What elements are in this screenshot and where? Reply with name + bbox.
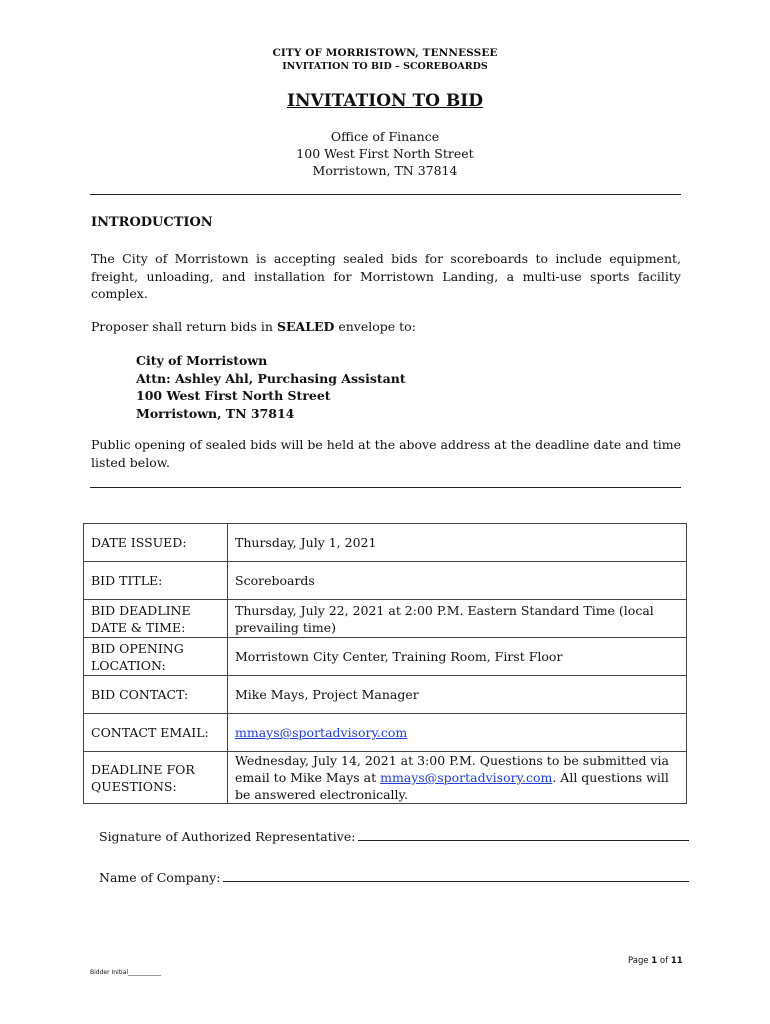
table-row-questions [84, 752, 687, 804]
office-address [0, 128, 770, 179]
location-value: Morristown City Center, Training Room, First Floor [228, 638, 687, 676]
divider-bottom [90, 487, 681, 488]
deadline-value: Thursday, July 22, 2021 at 2:00 P.M. Eastern Standard Time (local prevailing time) [228, 600, 687, 638]
page-prefix: Page [628, 956, 652, 966]
email-label: CONTACT EMAIL: [84, 714, 228, 752]
bid-info-table [83, 523, 687, 804]
bid-title-label: BID TITLE: [84, 562, 228, 600]
divider-top [90, 194, 681, 195]
signature-line[interactable] [358, 828, 689, 841]
office-line-3: Morristown, TN 37814 [312, 163, 458, 178]
questions-label: DEADLINE FOR QUESTIONS: [84, 752, 228, 804]
questions-suffix: . All questions will be answered electronically. [235, 770, 669, 802]
company-label: Name of Company: [99, 870, 221, 885]
proposer-prefix: Proposer shall return bids in [91, 319, 277, 334]
intro-heading: INTRODUCTION [91, 215, 213, 230]
mailing-address [136, 352, 406, 422]
contact-value: Mike Mays, Project Manager [228, 676, 687, 714]
mailing-line-3: 100 West First North Street [136, 388, 331, 403]
bidder-initial: Bidder Initial___________ [90, 969, 162, 976]
deadline-label: BID DEADLINE DATE & TIME: [84, 600, 228, 638]
page-title: INVITATION TO BID [287, 91, 483, 111]
proposer-suffix: envelope to: [334, 319, 416, 334]
intro-paragraph: The City of Morristown is accepting sealed bids for scoreboards to include equipment, freight, unloading, and installation for Morristown Landing, a multi-use sports facility complex. [91, 251, 681, 301]
office-line-1: Office of Finance [330, 129, 440, 144]
mailing-line-4: Morristown, TN 37814 [136, 405, 295, 421]
date-issued-label: DATE ISSUED: [84, 524, 228, 562]
page-total: 11 [670, 956, 683, 966]
page-current: 1 [651, 956, 658, 966]
date-issued-value: Thursday, July 1, 2021 [228, 524, 687, 562]
page-number [628, 956, 683, 966]
office-line-2: 100 West First North Street [296, 146, 474, 161]
proposer-instruction [91, 318, 681, 336]
company-line[interactable] [223, 869, 689, 882]
table-row-email [84, 714, 687, 752]
mailing-line-2: Attn: Ashley Ahl, Purchasing Assistant [136, 370, 406, 386]
opening-paragraph: Public opening of sealed bids will be held at the above address at the deadline date and time listed below. [91, 437, 681, 470]
questions-email-link[interactable]: mmays@sportadvisory.com [380, 770, 553, 785]
table-row-bid-title [84, 562, 687, 600]
header-subtitle: INVITATION TO BID – SCOREBOARDS [282, 61, 488, 72]
header-city: CITY OF MORRISTOWN, TENNESSEE [272, 47, 498, 59]
questions-prefix: Wednesday, July 14, 2021 at 3:00 P.M. Questions to be submitted via email to Mike Mays at [235, 753, 669, 785]
contact-email-link[interactable]: mmays@sportadvisory.com [235, 725, 408, 740]
signature-label: Signature of Authorized Representative: [99, 829, 356, 844]
bid-title-value: Scoreboards [228, 562, 687, 600]
location-label: BID OPENING LOCATION: [84, 638, 228, 676]
company-field [99, 869, 689, 885]
questions-value [228, 752, 687, 804]
table-row-date-issued [84, 524, 687, 562]
proposer-sealed: SEALED [276, 319, 335, 334]
table-row-deadline [84, 600, 687, 638]
mailing-line-1: City of Morristown [136, 353, 268, 368]
page-of: of [657, 956, 671, 966]
contact-label: BID CONTACT: [84, 676, 228, 714]
signature-field [99, 828, 689, 844]
table-row-contact [84, 676, 687, 714]
table-row-location [84, 638, 687, 676]
